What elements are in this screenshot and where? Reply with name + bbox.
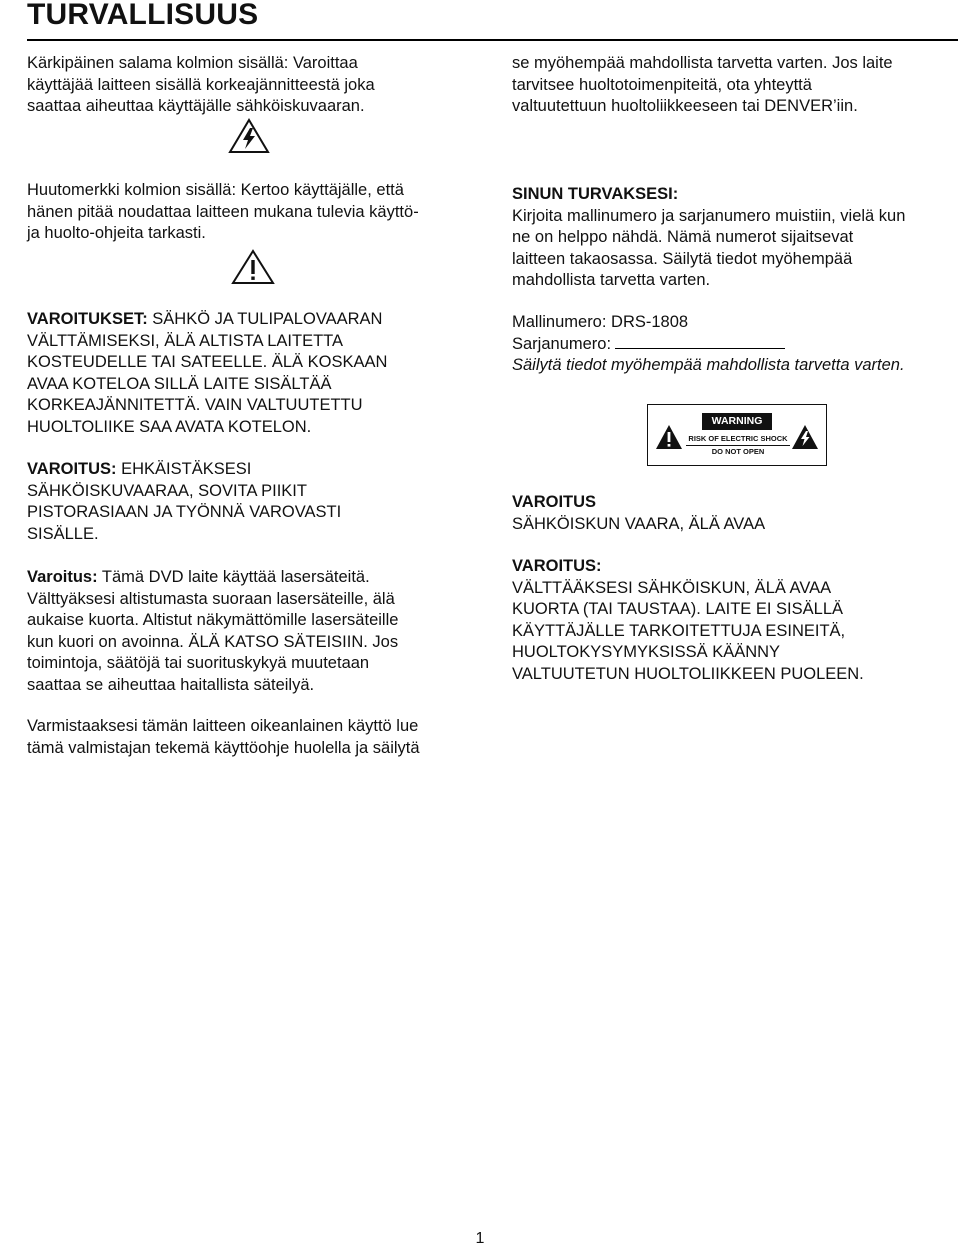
laser-text: Tämä DVD laite käyttää lasersäteitä. Välttyäksesi altistumasta suoraan lasersäteille, älä aukaise kuorta. Altistut näkymättömille lasersäteille kun kuori on avoinna. ÄLÄ KATSO SÄTEISIIN. Jos toimintoja, säätöjä tai suorituskykyä muutetaan saattaa se aiheuttaa haitallista säteilyä. bbox=[27, 568, 399, 694]
right-para-safety bbox=[512, 184, 957, 292]
warning2-text: VÄLTTÄÄKSESI SÄHKÖISKUN, ÄLÄ AVAA KUORTA (TAI TAUSTAA). LAITE EI SISÄLLÄ KÄYTTÄJÄLLE TARKOITETTUJA ESINEITÄ, HUOLTOKYSYMYKSISSÄ KÄÄNNY VALTUUTETUN HUOLTOLIIKKEEN PUOLEEN. bbox=[512, 578, 864, 683]
model-number: Mallinumero: DRS-1808 bbox=[512, 313, 689, 331]
safety-text: Kirjoita mallinumero ja sarjanumero muistiin, vielä kun ne on helppo nähdä. Nämä numerot sijaitsevat laitteen takaosassa. Säilytä tiedot myöhempää mahdollista tarvetta varten. bbox=[512, 206, 906, 289]
manual-text: Varmistaaksesi tämän laitteen oikeanlainen käyttö lue tämä valmistajan tekemä käyttöohje huolella ja säilytä bbox=[27, 717, 420, 757]
warning1-text: SÄHKÖISKUN VAARA, ÄLÄ AVAA bbox=[512, 514, 766, 533]
left-para-warnings bbox=[27, 309, 487, 438]
exclamation-triangle-icon bbox=[231, 249, 275, 285]
serial-label: Sarjanumero: bbox=[512, 334, 612, 353]
right-para-service bbox=[512, 53, 952, 118]
warnings-label: VAROITUKSET: bbox=[27, 310, 148, 328]
warnings-text: SÄHKÖ JA TULIPALOVAARAN VÄLTTÄMISEKSI, ÄLÄ ALTISTA LAITETTA KOSTEUDELLE TAI SATEELLE. ÄLÄ KOSKAAN AVAA KOTELOA SILLÄ LAITE SISÄLTÄÄ KORKEAJÄNNITETTÄ. VAIN VALTUUTETTU HUOLTOLIIKE SAA AVATA KOTELON. bbox=[27, 310, 388, 436]
left-para-lightning bbox=[27, 53, 487, 118]
lightning-triangle-icon bbox=[228, 118, 270, 154]
right-para-warning1 bbox=[512, 492, 957, 535]
warning-label-line2: DO NOT OPEN bbox=[711, 447, 765, 456]
keep-note: Säilytä tiedot myöhempää mahdollista tarvetta varten. bbox=[512, 356, 905, 374]
serial-blank-line bbox=[615, 334, 785, 349]
warning-label-exclamation-icon bbox=[655, 424, 683, 450]
warning-label-line1: RISK OF ELECTRIC SHOCK bbox=[686, 433, 790, 446]
safety-heading: SINUN TURVAKSESI: bbox=[512, 185, 679, 203]
right-para-numbers bbox=[512, 312, 957, 377]
lightning-description: Kärkipäinen salama kolmion sisällä: Varoittaa käyttäjää laitteen sisällä korkeajännitteestä joka saattaa aiheuttaa käyttäjälle sähköiskuvaaran. bbox=[27, 54, 375, 115]
title-rule bbox=[27, 39, 958, 41]
exclamation-description: Huutomerkki kolmion sisällä: Kertoo käyttäjälle, että hänen pitää noudattaa laitteen mukana tulevia käyttö- ja huolto-ohjeita tarkasti. bbox=[27, 181, 419, 242]
page-number: 1 bbox=[475, 1230, 485, 1247]
warning2-heading: VAROITUS: bbox=[512, 557, 602, 575]
warning-label-heading: WARNING bbox=[702, 413, 772, 430]
left-para-warning-plug bbox=[27, 459, 487, 545]
warning-label-box bbox=[647, 404, 827, 466]
laser-label: Varoitus: bbox=[27, 568, 98, 586]
left-para-exclamation bbox=[27, 180, 487, 245]
warning-plug-text: EHKÄISTÄKSESI SÄHKÖISKUVAARAA, SOVITA PIIKIT PISTORASIAAN JA TYÖNNÄ VAROVASTI SISÄLLE. bbox=[27, 460, 342, 543]
left-para-laser bbox=[27, 567, 487, 696]
left-para-manual bbox=[27, 716, 497, 759]
service-text: se myöhempää mahdollista tarvetta varten. Jos laite tarvitsee huoltotoimenpiteitä, ota yhteyttä valtuutettuun huoltoliikkeeseen tai DENVER’iin. bbox=[512, 54, 893, 115]
warning-plug-label: VAROITUS: bbox=[27, 460, 117, 478]
right-para-warning2 bbox=[512, 556, 957, 685]
warning-label-lightning-icon bbox=[791, 424, 819, 450]
warning1-heading: VAROITUS bbox=[512, 493, 597, 511]
page-title: TURVALLISUUS bbox=[27, 0, 259, 31]
